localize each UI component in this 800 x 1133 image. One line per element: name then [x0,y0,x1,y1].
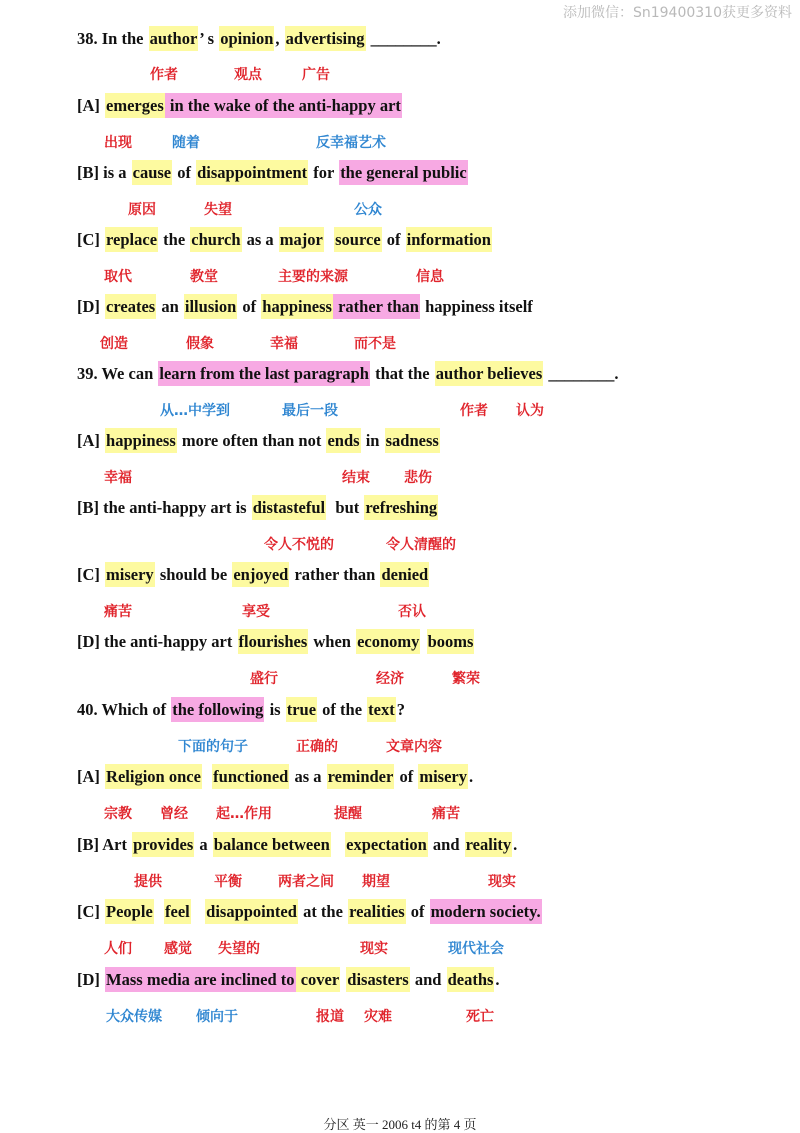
q40-question [76,697,406,723]
q38-option-c [76,227,492,253]
highlighted-term: cover [296,967,341,992]
text-segment: rather than [290,565,380,584]
highlighted-term: disappointed [205,899,298,924]
text-segment: in [361,431,384,450]
highlighted-term: refreshing [364,495,438,520]
highlighted-term: reminder [327,764,395,789]
highlighted-term: church [190,227,241,252]
note-true: 正确的 [296,739,338,755]
highlighted-term: replace [105,227,158,252]
text-segment: [D] the anti-happy art [77,632,237,651]
note-disappointed: 失望的 [218,941,260,957]
note-information: 信息 [416,269,444,285]
text-segment: 38. In the [77,29,148,48]
text-segment: that the [370,364,434,383]
highlighted-term: economy [356,629,420,654]
note-believes: 认为 [516,403,544,419]
note-deaths: 死亡 [466,1009,494,1025]
highlighted-term: rather than [333,294,420,319]
highlighted-term: true [286,697,317,722]
text-segment [191,899,205,924]
note-happiness: 幸福 [270,336,298,352]
note-last-paragraph: 最后一段 [282,403,338,419]
text-segment: [D] [77,970,105,989]
note-economy: 经济 [376,671,404,687]
note-between: 两者之间 [278,874,334,890]
note-creates: 创造 [100,336,128,352]
text-segment: of [173,163,196,182]
text-segment: of [395,767,418,786]
text-segment: for [309,163,339,182]
highlighted-term: disappointment [196,160,308,185]
highlighted-term: illusion [184,294,237,319]
q38-option-d [76,294,534,320]
text-segment: and [410,970,446,989]
text-segment [420,629,426,654]
note-cover: 报道 [316,1009,344,1025]
note-provides: 提供 [134,874,162,890]
note-rather-than: 而不是 [354,336,396,352]
highlighted-term: opinion [219,26,274,51]
highlighted-term: modern society. [430,899,542,924]
text-segment: a [195,835,212,854]
q40-option-d [76,967,501,993]
note-learn: 从…中学到 [160,403,230,419]
highlighted-term: People [105,899,154,924]
text-segment [154,899,164,924]
highlighted-term: reality [465,832,513,857]
note-anti-happy: 反幸福艺术 [316,135,386,151]
highlighted-term: sadness [385,428,440,453]
text-segment [331,832,345,857]
text-segment [202,764,212,789]
note-in-the-wake: 随着 [172,135,200,151]
note-following: 下面的句子 [178,739,248,755]
note-distasteful: 令人不悦的 [264,537,334,553]
text-segment: more often than not [177,431,326,450]
highlighted-term: Mass media are inclined to [105,967,296,992]
note-once: 曾经 [160,806,188,822]
highlighted-term: booms [427,629,475,654]
note-people: 人们 [104,941,132,957]
note-sadness: 悲伤 [404,470,432,486]
text-segment: ________. [366,29,441,48]
text-segment: as a [290,767,326,786]
note-enjoyed: 享受 [242,604,270,620]
note-illusion: 假象 [186,336,214,352]
note-booms: 繁荣 [452,671,480,687]
text-segment: [A] [77,431,105,450]
text-segment: . [495,970,500,989]
text-segment: ’ s [199,29,219,48]
highlighted-term: creates [105,294,156,319]
highlighted-term: source [334,227,382,252]
text-segment: of [382,230,405,249]
highlighted-term: balance between [213,832,331,857]
highlighted-term: enjoyed [232,562,289,587]
text-segment: should be [155,565,232,584]
watermark: 添加微信：Sn19400310获更多资料 [562,5,792,21]
highlighted-term: happiness [105,428,177,453]
highlighted-term: cause [132,160,173,185]
highlighted-term: expectation [345,832,428,857]
note-denied: 否认 [398,604,426,620]
text-segment: of [406,902,429,921]
text-segment: . [468,767,474,786]
note-modern-society: 现代社会 [448,941,504,957]
note-mass-media: 大众传媒 [106,1009,162,1025]
note-major-source: 主要的来源 [278,269,348,285]
text-segment: the [159,230,190,249]
text-segment: but [327,498,364,517]
q39-question [76,361,620,387]
highlighted-term: realities [348,899,406,924]
highlighted-term: flourishes [238,629,309,654]
highlighted-term: ends [326,428,360,453]
highlighted-term: information [406,227,492,252]
text-segment: 39. We can [77,364,158,383]
text-segment: [C] [77,565,105,584]
highlighted-term: feel [164,899,191,924]
text-segment: [A] [77,96,105,115]
highlighted-term: misery [418,764,468,789]
note-church: 教堂 [190,269,218,285]
note-reality: 现实 [488,874,516,890]
highlighted-term: provides [132,832,194,857]
note-refreshing: 令人清醒的 [386,537,456,553]
text-segment: [C] [77,230,105,249]
highlighted-term: Religion once [105,764,202,789]
text-segment [324,227,334,252]
highlighted-term: learn from the last paragraph [158,361,370,386]
highlighted-term: author believes [435,361,544,386]
note-flourishes: 盛行 [250,671,278,687]
note-replace: 取代 [104,269,132,285]
text-segment: ? [396,700,405,719]
text-segment: at the [298,902,348,921]
highlighted-term: major [279,227,324,252]
text-segment: ________. [544,364,619,383]
note-opinion: 观点 [234,67,262,83]
highlighted-term: advertising [285,26,366,51]
text-segment: [B] is a [77,163,131,182]
q39-option-b [76,495,438,521]
text-segment: happiness itself [420,297,533,316]
highlighted-term: text [367,697,396,722]
highlighted-term: author [149,26,199,51]
note-text: 文章内容 [386,739,442,755]
note-public: 公众 [354,202,382,218]
highlighted-term: distasteful [252,495,326,520]
q40-option-c [76,899,542,925]
text-segment: is [265,700,285,719]
note-expectation: 期望 [362,874,390,890]
note-misery-40: 痛苦 [432,806,460,822]
note-feel: 感觉 [164,941,192,957]
note-emerges: 出现 [104,135,132,151]
highlighted-term: happiness [261,294,333,319]
q38-question [76,26,442,52]
text-segment: [A] [77,767,105,786]
highlighted-term: emerges [105,93,165,118]
text-segment: , [275,29,284,48]
note-misery: 痛苦 [104,604,132,620]
q39-option-c [76,562,429,588]
text-segment: 40. Which of [77,700,171,719]
highlighted-term: in the wake of the anti-happy art [165,93,402,118]
note-advertising: 广告 [302,67,330,83]
text-segment: [B] Art [77,835,132,854]
note-ends: 结束 [342,470,370,486]
text-segment: [C] [77,902,105,921]
text-segment: [D] [77,297,105,316]
text-segment: when [309,632,356,651]
q40-option-a [76,764,474,790]
q38-option-a [76,93,402,119]
highlighted-term: denied [380,562,429,587]
text-segment: an [157,297,183,316]
q39-option-a [76,428,440,454]
note-functioned: 起…作用 [216,806,272,822]
page-footer: 分区 英一 2006 t4 的第 4 页 [323,1117,477,1132]
highlighted-term: the following [171,697,264,722]
text-segment: and [428,835,464,854]
note-cause: 原因 [128,202,156,218]
highlighted-term: deaths [447,967,495,992]
note-author: 作者 [150,67,178,83]
q38-option-b [76,160,468,186]
text-segment: . [513,835,518,854]
highlighted-term: disasters [346,967,409,992]
note-inclined: 倾向于 [196,1009,238,1025]
highlighted-term: the general public [339,160,468,185]
q39-option-d [76,629,474,655]
text-segment: [B] the anti-happy art is [77,498,251,517]
text-segment: of the [318,700,367,719]
note-balance: 平衡 [214,874,242,890]
text-segment: as a [242,230,278,249]
text-segment: of [238,297,261,316]
highlighted-term: functioned [212,764,289,789]
highlighted-term: misery [105,562,155,587]
note-author-39: 作者 [460,403,488,419]
note-realities: 现实 [360,941,388,957]
note-reminder: 提醒 [334,806,362,822]
note-religion: 宗教 [104,806,132,822]
note-disappointment: 失望 [204,202,232,218]
q40-option-b [76,832,518,858]
note-happiness-39: 幸福 [104,470,132,486]
note-disasters: 灾难 [364,1009,392,1025]
